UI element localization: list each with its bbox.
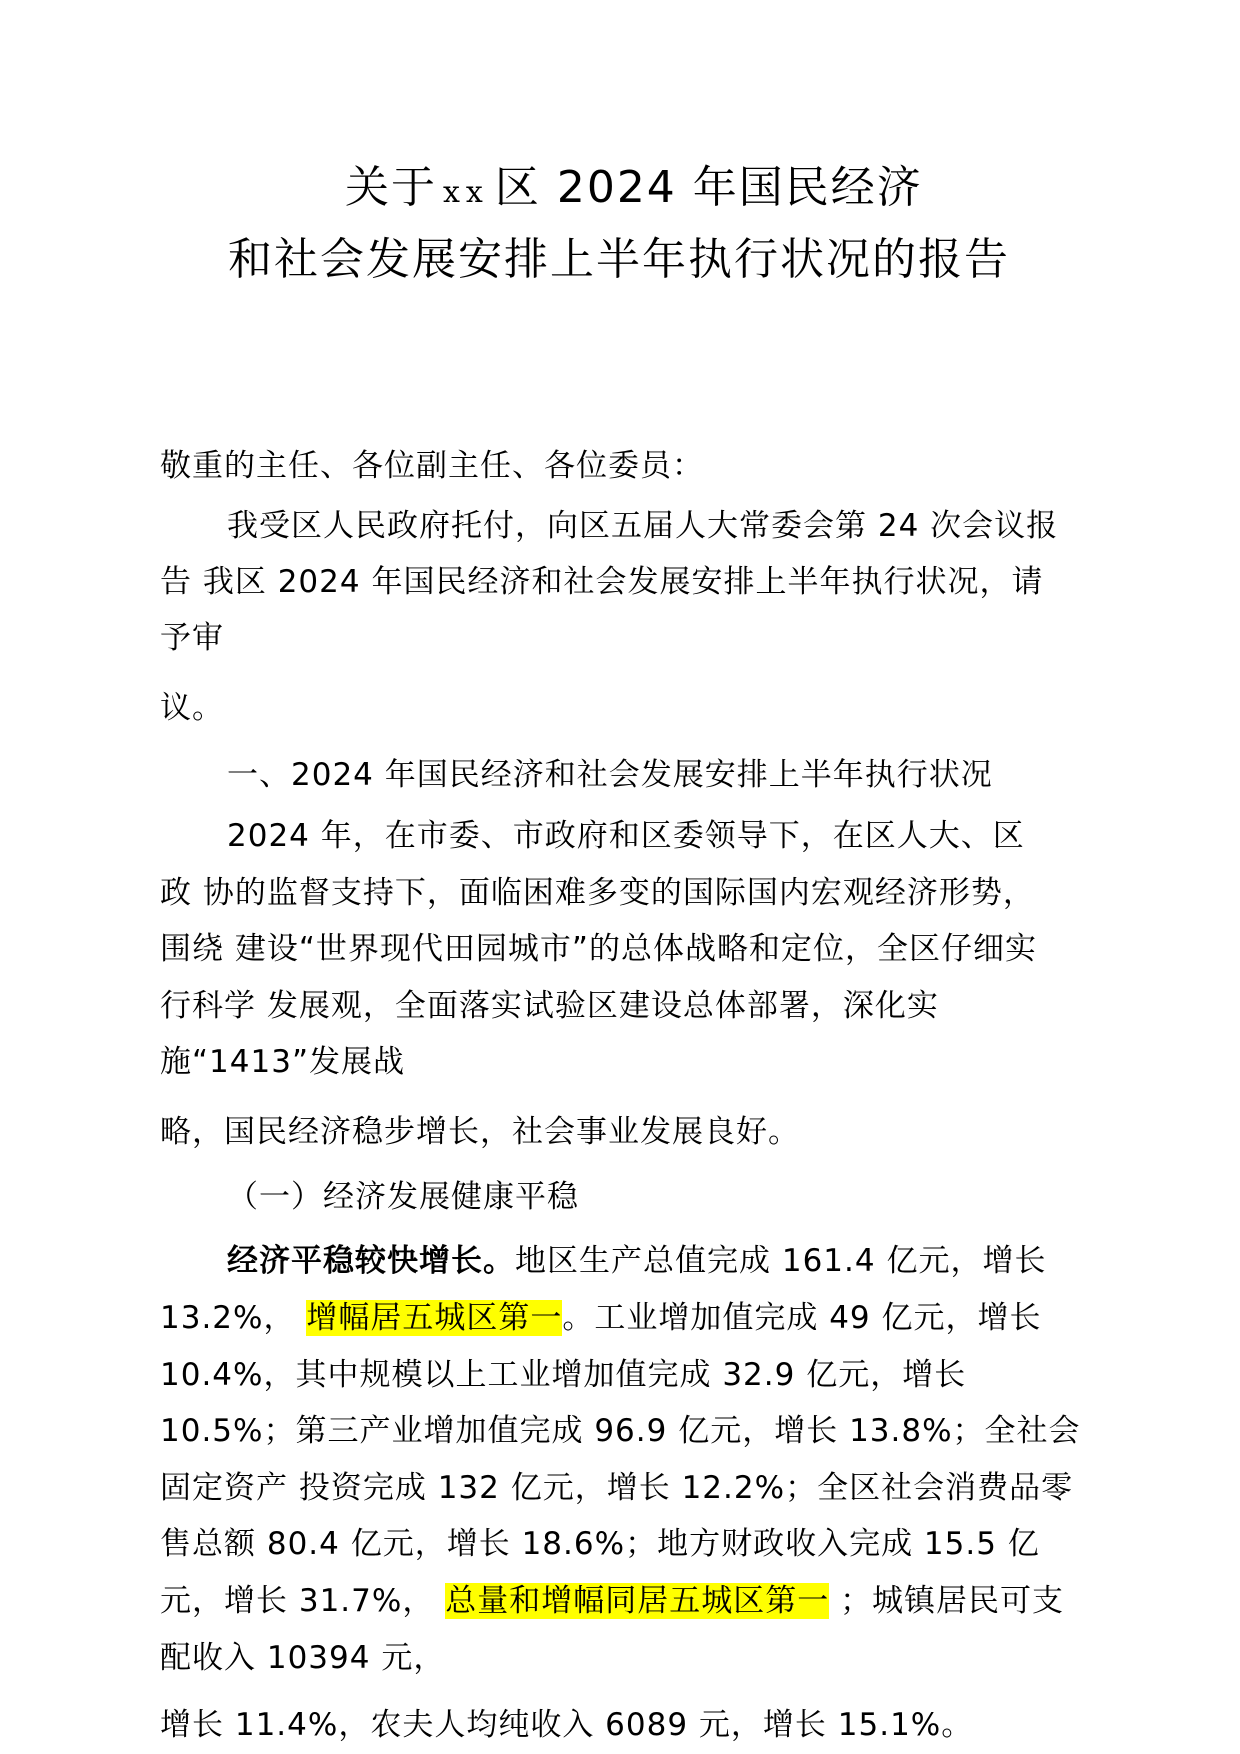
- title-part-b: 区 2024 年国民经济: [494, 162, 923, 213]
- para2-line-1: [227, 1241, 1046, 1281]
- subsection-1-heading: （一）经济发展健康平稳: [227, 1179, 579, 1215]
- para1-line-3: 围绕 建设“世界现代田园城市”的总体战略和定位，全区仔细实: [160, 931, 1037, 967]
- para2-line-7-a: 元，增长 31.7%，: [160, 1583, 435, 1619]
- salutation: 敬重的主任、各位副主任、各位委员：: [160, 448, 704, 484]
- intro-line-2: 告 我区 2024 年国民经济和社会发展安排上半年执行状况，请: [160, 564, 1044, 600]
- para1-line-2: 政 协的监督支持下，面临困难多变的国际国内宏观经济形势，: [160, 875, 1035, 911]
- para2-lead: 经济平稳较快增长。: [227, 1243, 515, 1279]
- para2-line-7: [160, 1581, 1064, 1621]
- para1-line-5: 施“1413”发展战: [160, 1044, 406, 1080]
- para1-line-1: 2024 年，在市委、市政府和区委领导下，在区人大、区: [227, 818, 1025, 854]
- intro-line-4: 议。: [160, 690, 224, 726]
- para2-line-7-b: ；城镇居民可支: [840, 1583, 1065, 1619]
- para2-line-9: 增长 11.4%，农夫人均纯收入 6089 元，增长 15.1%。: [160, 1707, 974, 1743]
- title-placeholder-xx: xx: [443, 175, 489, 210]
- section-1-heading: 一、2024 年国民经济和社会发展安排上半年执行状况: [227, 757, 993, 793]
- para2-line-4: 10.5%；第三产业增加值完成 96.9 亿元，增长 13.8%；全社会: [160, 1413, 1081, 1449]
- document-title-line-1: [345, 160, 923, 221]
- para2-line-8: 配收入 10394 元，: [160, 1640, 446, 1676]
- para2-line-3: 10.4%，其中规模以上工业增加值完成 32.9 亿元，增长: [160, 1357, 967, 1393]
- highlight-growth-first: 增幅居五城区第一: [306, 1300, 563, 1336]
- para1-line-6: 略，国民经济稳步增长，社会事业发展良好。: [160, 1114, 800, 1150]
- para2-line-2: [160, 1298, 1042, 1338]
- para2-line-2-a: 13.2%，: [160, 1300, 296, 1336]
- para2-line-1-text: 地区生产总值完成 161.4 亿元，增长: [515, 1243, 1047, 1279]
- intro-line-1: 我受区人民政府托付，向区五届人大常委会第 24 次会议报: [227, 508, 1059, 544]
- document-title-line-2: 和社会发展安排上半年执行状况的报告: [228, 234, 1010, 285]
- para2-line-6: 售总额 80.4 亿元，增长 18.6%；地方财政收入完成 15.5 亿: [160, 1526, 1040, 1562]
- highlight-total-growth-first: 总量和增幅同居五城区第一: [445, 1583, 830, 1619]
- intro-line-3: 予审: [160, 620, 224, 656]
- para1-line-4: 行科学 发展观，全面落实试验区建设总体部署，深化实: [160, 988, 939, 1024]
- para2-line-5: 固定资产 投资完成 132 亿元，增长 12.2%；全区社会消费品零: [160, 1470, 1074, 1506]
- para2-line-2-b: 。工业增加值完成 49 亿元，增长: [562, 1300, 1042, 1336]
- title-part-a: 关于: [345, 162, 437, 213]
